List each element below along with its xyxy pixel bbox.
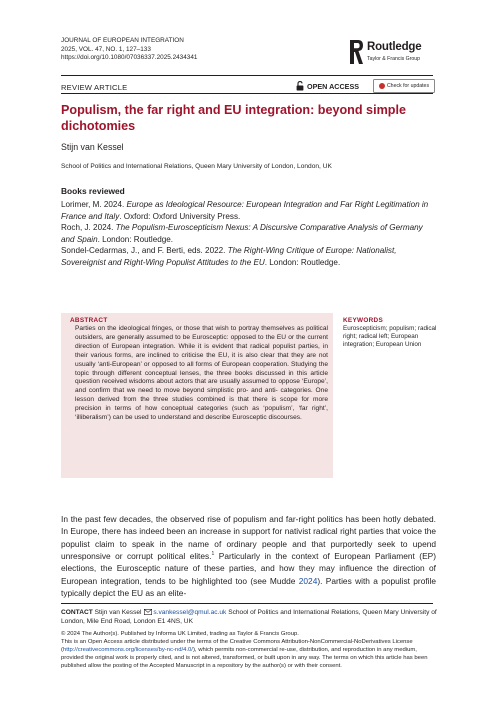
- author-affiliation: School of Politics and International Relations, Queen Mary University of London, London, UK: [61, 163, 332, 170]
- journal-issue: 2025, VOL. 47, NO. 1, 127–133: [61, 45, 151, 53]
- journal-header: [61, 37, 197, 63]
- routledge-logo-icon: [350, 40, 363, 64]
- article-title: Populism, the far right and EU integration: beyond simple dichotomies: [61, 103, 406, 133]
- email-icon: [144, 609, 152, 615]
- contact-info: CONTACT Stijn van Kessel s.vankessel@qmul.ac.uk School of Politics and International Relations, Queen Mary University of London, Mile End Road, London E1 4NS, UK: [61, 609, 437, 626]
- open-access-badge: [296, 81, 359, 91]
- footer-divider: [61, 603, 433, 604]
- footnote-marker[interactable]: 1: [211, 551, 215, 558]
- copyright-line: © 2024 The Author(s). Published by Informa UK Limited, trading as Taylor & Francis Group.: [61, 631, 299, 637]
- article-type: REVIEW ARTICLE: [61, 83, 128, 92]
- body-paragraph: In the past few decades, the observed rise of populism and far-right politics has been hotly debated. In Europe, there has indeed been an increase in support for nativist radical right parties that voice the populist claim to speak in the name of ordinary people and that purportedly seek to upend unresponsive or corrupt political elites.$^1$ Particularly in the context of European Parliament (EP) elections, the Eurosceptic nature of these parties, and how they may influence the direction of European integration, tends to be highlighted too (see Mudde 2024). Parties with a populist profile typically depict the EU as an elite-: [61, 514, 437, 599]
- author-name: Stijn van Kessel: [61, 142, 124, 152]
- journal-name: JOURNAL OF EUROPEAN INTEGRATION: [61, 37, 184, 44]
- book-reference: Roch, J. 2024. The Populism-Euroscepticism Nexus: A Discursive Comparative Analysis of Germany and Spain. London: Routledge.: [61, 223, 423, 244]
- keywords-list: Euroscepticism; populism; radical right; radical left; European integration; European Union: [343, 325, 437, 349]
- keywords-heading: KEYWORDS: [343, 317, 384, 324]
- crossmark-icon: [379, 83, 385, 89]
- publisher-name: Routledge: [367, 41, 422, 53]
- book-reference: Lorimer, M. 2024. Europe as Ideological Resource: European Integration and Far Right Legitimation in France and Italy. Oxford: Oxford University Press.: [61, 200, 429, 221]
- contact-email[interactable]: s.vankessel@qmul.ac.uk: [153, 609, 227, 616]
- book-reference: Sondel-Cedarmas, J., and F. Berti, eds. 2022. The Right-Wing Critique of Europe: Nationalist, Sovereignist and Right-Wing Populist Attitudes to the EU. London: Routledge.: [61, 246, 397, 267]
- open-access-label: OPEN ACCESS: [307, 81, 360, 91]
- license-link[interactable]: http://creativecommons.org/licenses/by-nc-nd/4.0/: [62, 646, 193, 653]
- citation-link[interactable]: 2024: [298, 575, 318, 586]
- books-list: [61, 199, 436, 269]
- type-divider: [61, 93, 433, 94]
- publisher-logo: [350, 40, 450, 66]
- check-for-updates-button[interactable]: [373, 79, 435, 93]
- publisher-group: Taylor & Francis Group: [367, 56, 421, 62]
- books-reviewed-heading: Books reviewed: [61, 186, 125, 196]
- license-text: This is an Open Access article distributed under the terms of the Creative Commons Attribution-NonCommercial-NoDerivatives License (http://creativecommons.org/licenses/by-nc-nd/4.0/), which permits non-commercial re-use, distribution, and reproduction in any medium, provided the original work is properly cited, and is not altered, transformed, or built upon in any way. The terms on which this article has been published allow the posting of the Accepted Manuscript in a repository by the author(s) or with their consent.: [61, 638, 428, 669]
- license-info: [61, 631, 437, 671]
- journal-doi[interactable]: https://doi.org/10.1080/07036337.2025.2434341: [61, 54, 198, 62]
- abstract-text: Parties on the ideological fringes, or those that wish to portray themselves as political outsiders, are generally assumed to be Eurosceptic: opposed to the EU or the current direction of European integration. While it is evident that radical populist parties, in their various forms, are inclined to criticise the EU, it is also clear that they are not usually ‘anti-European’ or opposed to all forms of European cooperation. Studying the topic through different conceptual lenses, the three books discussed in this article question received wisdoms about actors that are usually assumed to oppose ‘Europe’, and confirm that we need to move beyond simplistic pro- and anti- categories. One lesson derived from the three studies combined is that there is scope for more precision in terms of how conceptual categories (such as ‘populism’, ‘far right’, ‘illiberalism’) can be used to understand and describe Eurosceptic discourses.: [75, 325, 328, 422]
- open-lock-icon: [296, 81, 304, 91]
- abstract-heading: ABSTRACT: [70, 317, 108, 324]
- header-divider: [61, 75, 433, 76]
- check-for-updates-label: Check for updates: [386, 83, 430, 89]
